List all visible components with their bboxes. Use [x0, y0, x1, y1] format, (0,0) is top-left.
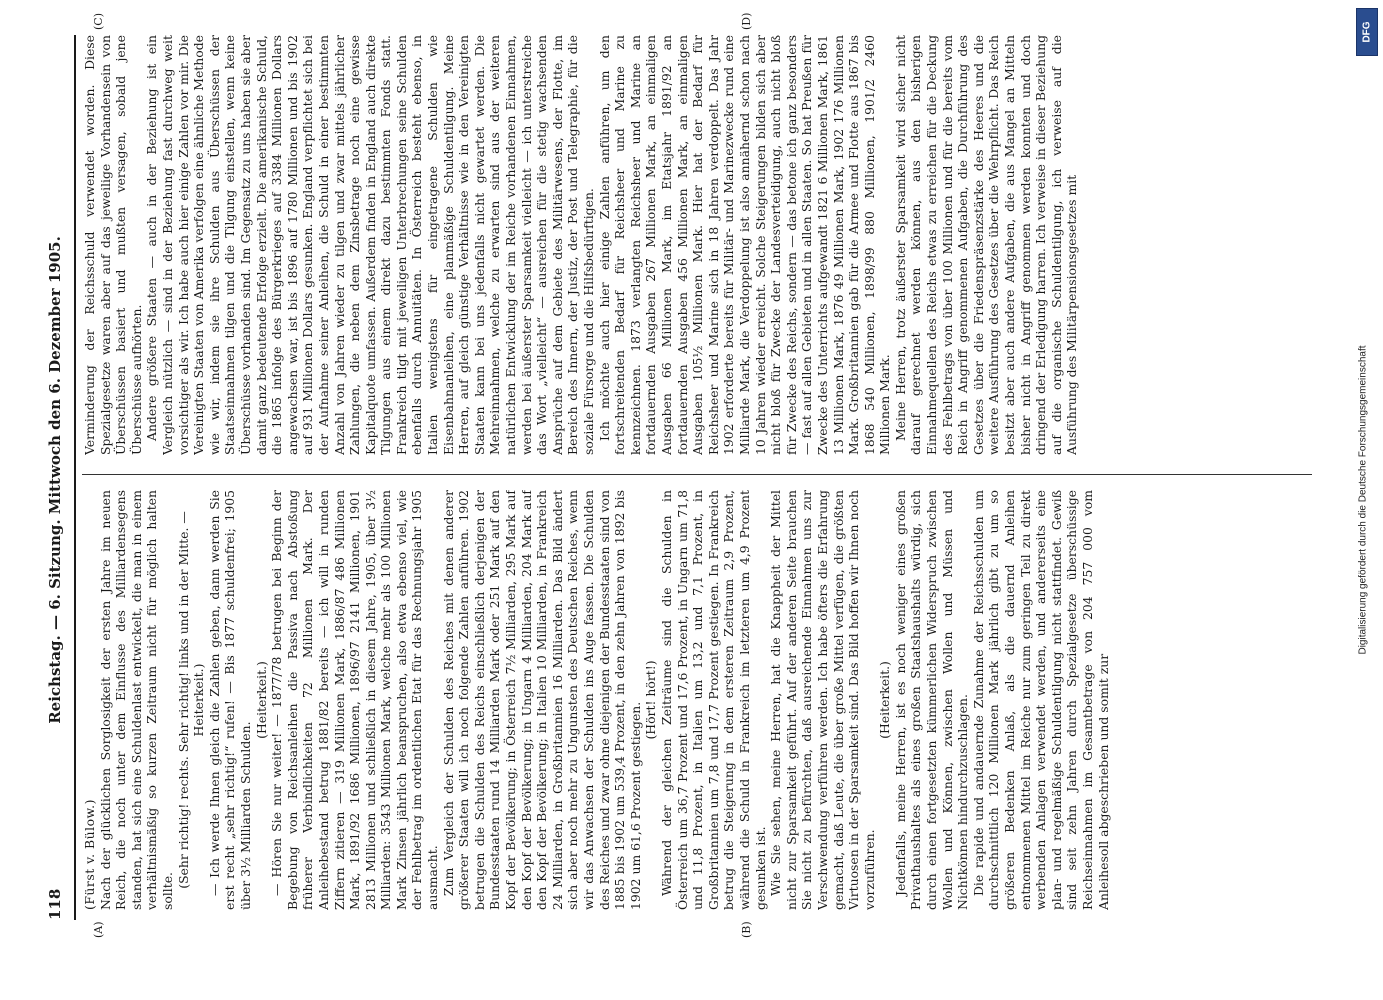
- header-rule: [74, 35, 76, 920]
- paragraph: Meine Herren, trotz äußerster Sparsamkeit wird sicher nicht darauf gerechnet werden können, aus den bisherigen Einnahmequellen des Reichs etwas zu erreichen für die Deckung des Fehlbetrags von über 100 Millionen und für die bereits vom Reich in Angriff genommenen Aufgaben, die Durchführung des Gesetzes über die Friedenspräsenzstärke des Heeres und die weitere Ausführung des Gesetzes über die Wehrpflicht. Das Reich besitzt aber auch andere Aufgaben, die aus Mangel an Mitteln bisher nicht in Angriff genommen werden konnten und doch dringend der Erledigung harren. Ich verweise in dieser Beziehung auf die organische Schuldentilgung, ich verweise auf die Ausführung des Militärpensionsgesetzes mit: [892, 35, 1080, 455]
- paragraph: Nach der glücklichen Sorglosigkeit der ersten Jahre im neuen Reich, die noch unter dem Einflusse des Milliardensegens standen, hat sich eine Schuldenlast entwickelt, die man in einem verhältnismäßig so kurzen Zeitraum nicht für möglich halten sollte.: [97, 490, 175, 910]
- paragraph: Andere größere Staaten — auch in der Beziehung ist ein Vergleich nützlich — sind in der Beziehung fast durchweg weit vorsichtiger als wir. Ich habe auch hier einige Zahlen vor mir. Die Vereinigten Staaten von Amerika verfolgen eine ähnliche Methode wie wir, indem sie ihre Schulden aus Überschüssen der Staatseinnahmen tilgen und die Tilgung einstellen, wenn keine Überschüsse vorhanden sind. Im Gegensatz zu uns haben sie aber damit ganz bedeutende Erfolge erzielt. Die amerikanische Schuld, die 1865 infolge des Bürgerkrieges auf 3384 Millionen Dollars angewachsen war, ist bis 1896 auf 1780 Millionen und bis 1902 auf 931 Millionen Dollars gesunken. England verpflichtet sich bei der Aufnahme seiner Anleihen, die Schuld in einer bestimmten Anzahl von Jahren wieder zu tilgen und zwar mittels jährlicher Zahlungen, die neben dem Zinsbetrage noch eine gewisse Kapitalquote umfassen. Außerdem finden in England auch direkte Tilgungen aus einem direkt dazu bestimmten Fonds statt. Frankreich tilgt mit jeweiligen Unterbrechungen seine Schulden ebenfalls durch Annuitäten. In Österreich besteht ebenso, in Italien wenigstens für eingetragene Schulden wie Eisenbahnanleihen, eine planmäßige Schuldentilgung. Meine Herren, auf gleich günstige Verhältnisse wie in den Vereinigten Staaten kann bei uns jedenfalls nicht gewartet werden. Die Mehreinnahmen, welche zu erwarten sind aus der weiteren natürlichen Entwicklung der im Reiche vorhandenen Einnahmen, werden bei äußerster Sparsamkeit vielleicht — ich unterstreiche das Wort „vielleicht“ — ausreichen für die stetig wachsenden Ansprüche auf dem Gebiete des Militärwesens, der Flotte, im Bereich des Innern, der Justiz, der Post und Telegraphie, für die soziale Fürsorge und die Hilfsbedürftigen.: [144, 35, 596, 455]
- left-column: [82, 490, 1332, 910]
- digitization-note-text: Digitalisierung gefördert durch die Deutsche Forschungsgemeinschaft: [1357, 345, 1369, 655]
- dfg-logo-text: DFG: [1361, 21, 1373, 43]
- interjection: (Heiterkeit.): [877, 661, 893, 739]
- right-column: [82, 35, 1332, 455]
- page-number: 118: [46, 888, 64, 920]
- paragraph: Verminderung der Reichsschuld verwendet worden. Diese Spezialgesetze waren aber auf das jeweilige Vorhandensein von Überschüssen basiert und mußten versagen, sobald jene Überschüsse aufhörten.: [82, 35, 144, 455]
- paragraph: Die rapide und andauernde Zunahme der Reichsschulden um durchschnittlich 120 Millionen Mark jährlich gibt zu um so größeren Bedenken Anlaß, als die dauernd Anleihen entnommenen Mittel im Reiche nur zum geringen Teil zu direkt werbenden Anlagen verwendet werden, und andererseits eine plan- und regelmäßige Schuldentilgung nicht stattfindet. Gewiß sind seit zehn Jahren durch Spezialgesetze überschüssige Reichseinnahmen im Gesamtbetrage von 204 757 000 vom Anleihesoll abgeschrieben und somit zur: [970, 490, 1111, 910]
- paragraph: Ich möchte auch hier einige Zahlen anführen, um den fortschreitenden Bedarf für Reichsheer und Marine zu kennzeichnen. 1873 verlangten Reichsheer und Marine an fortdauernden Ausgaben 267 Millionen Mark, an einmaligen Ausgaben 66 Millionen Mark, im Etatsjahr 1891/92 an fortdauernden Ausgaben 456 Millionen Mark, an einmaligen Ausgaben 105½ Millionen Mark. Hier hat der Bedarf für Reichsheer und Marine sich in 18 Jahren verdoppelt. Das Jahr 1902 erforderte bereits für Militär- und Marinezwecke rund eine Milliarde Mark, die Verdoppelung ist also annähernd schon nach 10 Jahren wieder erreicht. Solche Steigerungen bilden sich aber nicht bloß für Zwecke der Landesverteidigung, auch nicht bloß für Zwecke des Reichs, sondern — das betone ich ganz besonders — fast auf allen Gebieten und in allen Staaten. So hat Preußen für Zwecke des Unterrichts aufgewandt 1821 6 Millionen Mark, 1861 13 Millionen Mark, 1876 49 Millionen Mark, 1902 176 Millionen Mark. Großbritannien gab für die Armee und Flotte aus 1867 bis 1868 540 Millionen, 1898/99 880 Millionen, 1901/2 2460 Millionen Mark.: [596, 35, 893, 455]
- speaker-label: (Fürst v. Bülow.): [82, 799, 97, 910]
- paragraph: Jedenfalls, meine Herren, ist es noch weniger eines großen Privathaushaltes als eines großen Staatshaushalts würdig, sich durch einen fortgesetzten kümmerlichen Widerspruch zwischen Wollen und Können, zwischen Wollen und Müssen und Nichtkönnen hindurchzuschlagen.: [892, 490, 971, 910]
- paragraph: — Ich werde Ihnen gleich die Zahlen geben, dann werden Sie erst recht „sehr richtig!“ rufen! — Bis 1877 schuldenfrei; 1905 über 3½ Milliarden Schulden.: [206, 490, 253, 910]
- margin-mark-a: (A): [92, 921, 105, 938]
- dfg-logo: [1356, 8, 1378, 56]
- digitization-note: [1348, 60, 1378, 940]
- page-header: [42, 40, 72, 920]
- interjection: (Sehr richtig! rechts. Sehr richtig! links und in der Mitte. — Heiterkeit.): [175, 511, 207, 889]
- interjection: (Hört! hört!): [643, 660, 659, 740]
- margin-mark-b: (B): [740, 921, 753, 938]
- margin-mark-c: (C): [92, 13, 105, 30]
- paragraph: Zum Vergleich der Schulden des Reiches mit denen anderer größerer Staaten will ich noch folgende Zahlen anführen. 1902 betrugen die Schulden des Reichs einschließlich derjenigen der Bundesstaaten rund 14 Milliarden Mark oder 251 Mark auf den Kopf der Bevölkerung; in Österreich 7½ Milliarden, 295 Mark auf den Kopf der Bevölkerung; in Ungarn 4 Milliarden, 204 Mark auf den Kopf der Bevölkerung; in Italien 10 Milliarden, in Frankreich 24 Milliarden, in Großbritannien 16 Milliarden. Das Bild ändert sich aber noch mehr zu Ungunsten des Deutschen Reiches, wenn wir das Anwachsen der Schulden ins Auge fassen. Die Schulden des Reiches und zwar ohne diejenigen der Bundesstaaten sind von 1885 bis 1902 um 539,4 Prozent, in den zehn Jahren von 1892 bis 1902 um 61,6 Prozent gestiegen.: [440, 490, 643, 910]
- paragraph: Wie Sie sehen, meine Herren, hat die Knappheit der Mittel nicht zur Sparsamkeit geführt. Auf der anderen Seite brauchen Sie nicht zu befürchten, daß ausreichende Einnahmen uns zur Verschwendung verführen werden. Ich habe öfters die Erfahrung gemacht, daß Leute, die über große Mittel verfügen, die größten Virtuosen in der Sparsamkeit sind. Das Bild hoffen wir Ihnen noch vorzuführen.: [768, 490, 877, 910]
- margin-mark-d: (D): [740, 12, 753, 30]
- page-title: Reichstag. — 6. Sitzung. Mittwoch den 6. Dezember 1905.: [46, 236, 64, 724]
- paragraph: — Hören Sie nur weiter! — 1877/78 betrugen bei Beginn der Begebung von Reichsanleihen die Passiva nach Abstoßung früherer Verbindlichkeiten 72 Millionen Mark. Der Anleihebestand betrug 1881/82 bereits — ich will in runden Ziffern zitieren — 319 Millionen Mark, 1886/87 486 Millionen Mark, 1891/92 1686 Millionen, 1896/97 2141 Millionen, 1901 2813 Millionen und schließlich in diesem Jahre, 1905, über 3½ Milliarden: 3543 Millionen Mark, welche mehr als 100 Millionen Mark Zinsen jährlich beanspruchen, also etwa ebenso viel, wie der Fehlbetrag im ordentlichen Etat für das Rechnungsjahr 1905 ausmacht.: [269, 490, 441, 910]
- column-divider: [82, 474, 1312, 475]
- paragraph: Während der gleichen Zeiträume sind die Schulden in Österreich um 36,7 Prozent und 17,6 Prozent, in Ungarn um 71,8 und 11,8 Prozent, in Italien um 13,2 und 7,1 Prozent, in Großbritannien um 7,8 und 17,7 Prozent gestiegen. In Frankreich betrug die Steigerung in dem ersteren Zeitraum 2,9 Prozent, während die Schuld in Frankreich im letzteren um 4,9 Prozent gesunken ist.: [658, 490, 768, 910]
- interjection: (Heiterkeit.): [253, 661, 269, 739]
